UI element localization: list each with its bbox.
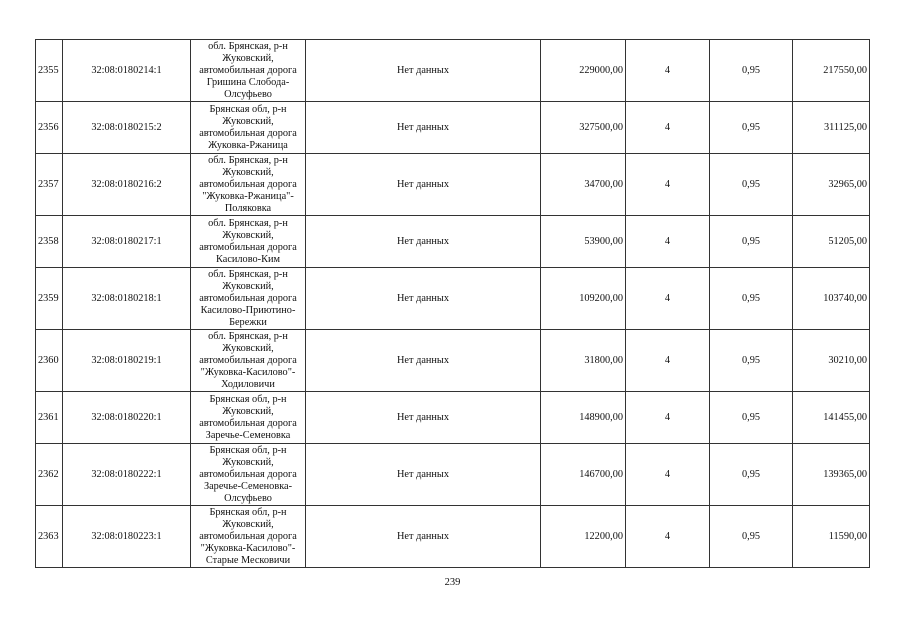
coefficient-cell: 0,95 (710, 444, 793, 506)
info-cell: Нет данных (306, 330, 541, 392)
group-cell: 4 (626, 216, 710, 268)
value-cell: 31800,00 (541, 330, 626, 392)
row-number: 2357 (36, 154, 63, 216)
info-cell: Нет данных (306, 154, 541, 216)
value-cell: 148900,00 (541, 392, 626, 444)
coefficient-cell: 0,95 (710, 216, 793, 268)
cadastral-number: 32:08:0180220:1 (63, 392, 191, 444)
row-number: 2355 (36, 40, 63, 102)
info-cell: Нет данных (306, 102, 541, 154)
row-number: 2356 (36, 102, 63, 154)
cadastral-number: 32:08:0180216:2 (63, 154, 191, 216)
address-cell: Брянская обл, р-н Жуковский, автомобильная дорога Заречье-Семеновка (191, 392, 306, 444)
row-number: 2363 (36, 506, 63, 568)
result-cell: 30210,00 (793, 330, 870, 392)
table-row (36, 330, 870, 392)
cadastral-number: 32:08:0180218:1 (63, 268, 191, 330)
info-cell: Нет данных (306, 444, 541, 506)
coefficient-cell: 0,95 (710, 330, 793, 392)
result-cell: 51205,00 (793, 216, 870, 268)
info-cell: Нет данных (306, 392, 541, 444)
cadastral-number: 32:08:0180219:1 (63, 330, 191, 392)
table-row (36, 268, 870, 330)
info-cell: Нет данных (306, 268, 541, 330)
value-cell: 34700,00 (541, 154, 626, 216)
table-row (36, 506, 870, 568)
row-number: 2360 (36, 330, 63, 392)
table-row (36, 40, 870, 102)
table-row (36, 392, 870, 444)
group-cell: 4 (626, 330, 710, 392)
group-cell: 4 (626, 444, 710, 506)
result-cell: 11590,00 (793, 506, 870, 568)
address-cell: Брянская обл, р-н Жуковский, автомобильная дорога "Жуковка-Касилово"-Старые Месковичи (191, 506, 306, 568)
coefficient-cell: 0,95 (710, 102, 793, 154)
group-cell: 4 (626, 40, 710, 102)
coefficient-cell: 0,95 (710, 40, 793, 102)
group-cell: 4 (626, 102, 710, 154)
row-number: 2359 (36, 268, 63, 330)
cadastral-number: 32:08:0180223:1 (63, 506, 191, 568)
group-cell: 4 (626, 392, 710, 444)
table-row (36, 154, 870, 216)
table-row (36, 444, 870, 506)
value-cell: 229000,00 (541, 40, 626, 102)
result-cell: 32965,00 (793, 154, 870, 216)
result-cell: 103740,00 (793, 268, 870, 330)
address-cell: Брянская обл, р-н Жуковский, автомобильная дорога Заречье-Семеновка-Олсуфьево (191, 444, 306, 506)
table-row (36, 216, 870, 268)
value-cell: 53900,00 (541, 216, 626, 268)
result-cell: 139365,00 (793, 444, 870, 506)
row-number: 2362 (36, 444, 63, 506)
address-cell: обл. Брянская, р-н Жуковский, автомобильная дорога Касилово-Ким (191, 216, 306, 268)
coefficient-cell: 0,95 (710, 392, 793, 444)
group-cell: 4 (626, 154, 710, 216)
group-cell: 4 (626, 506, 710, 568)
result-cell: 217550,00 (793, 40, 870, 102)
address-cell: обл. Брянская, р-н Жуковский, автомобильная дорога "Жуковка-Ржаница"-Поляковка (191, 154, 306, 216)
cadastral-number: 32:08:0180215:2 (63, 102, 191, 154)
result-cell: 311125,00 (793, 102, 870, 154)
address-cell: обл. Брянская, р-н Жуковский, автомобильная дорога Гришина Слобода-Олсуфьево (191, 40, 306, 102)
row-number: 2358 (36, 216, 63, 268)
address-cell: обл. Брянская, р-н Жуковский, автомобильная дорога Касилово-Приютино-Бережки (191, 268, 306, 330)
value-cell: 109200,00 (541, 268, 626, 330)
info-cell: Нет данных (306, 40, 541, 102)
cadastral-number: 32:08:0180214:1 (63, 40, 191, 102)
info-cell: Нет данных (306, 506, 541, 568)
page-number: 239 (444, 577, 461, 588)
value-cell: 146700,00 (541, 444, 626, 506)
row-number: 2361 (36, 392, 63, 444)
registry-table (35, 39, 870, 568)
value-cell: 327500,00 (541, 102, 626, 154)
value-cell: 12200,00 (541, 506, 626, 568)
group-cell: 4 (626, 268, 710, 330)
coefficient-cell: 0,95 (710, 154, 793, 216)
address-cell: Брянская обл, р-н Жуковский, автомобильная дорога Жуковка-Ржаница (191, 102, 306, 154)
info-cell: Нет данных (306, 216, 541, 268)
cadastral-number: 32:08:0180217:1 (63, 216, 191, 268)
coefficient-cell: 0,95 (710, 268, 793, 330)
address-cell: обл. Брянская, р-н Жуковский, автомобильная дорога "Жуковка-Касилово"-Ходиловичи (191, 330, 306, 392)
table-row (36, 102, 870, 154)
cadastral-number: 32:08:0180222:1 (63, 444, 191, 506)
coefficient-cell: 0,95 (710, 506, 793, 568)
result-cell: 141455,00 (793, 392, 870, 444)
